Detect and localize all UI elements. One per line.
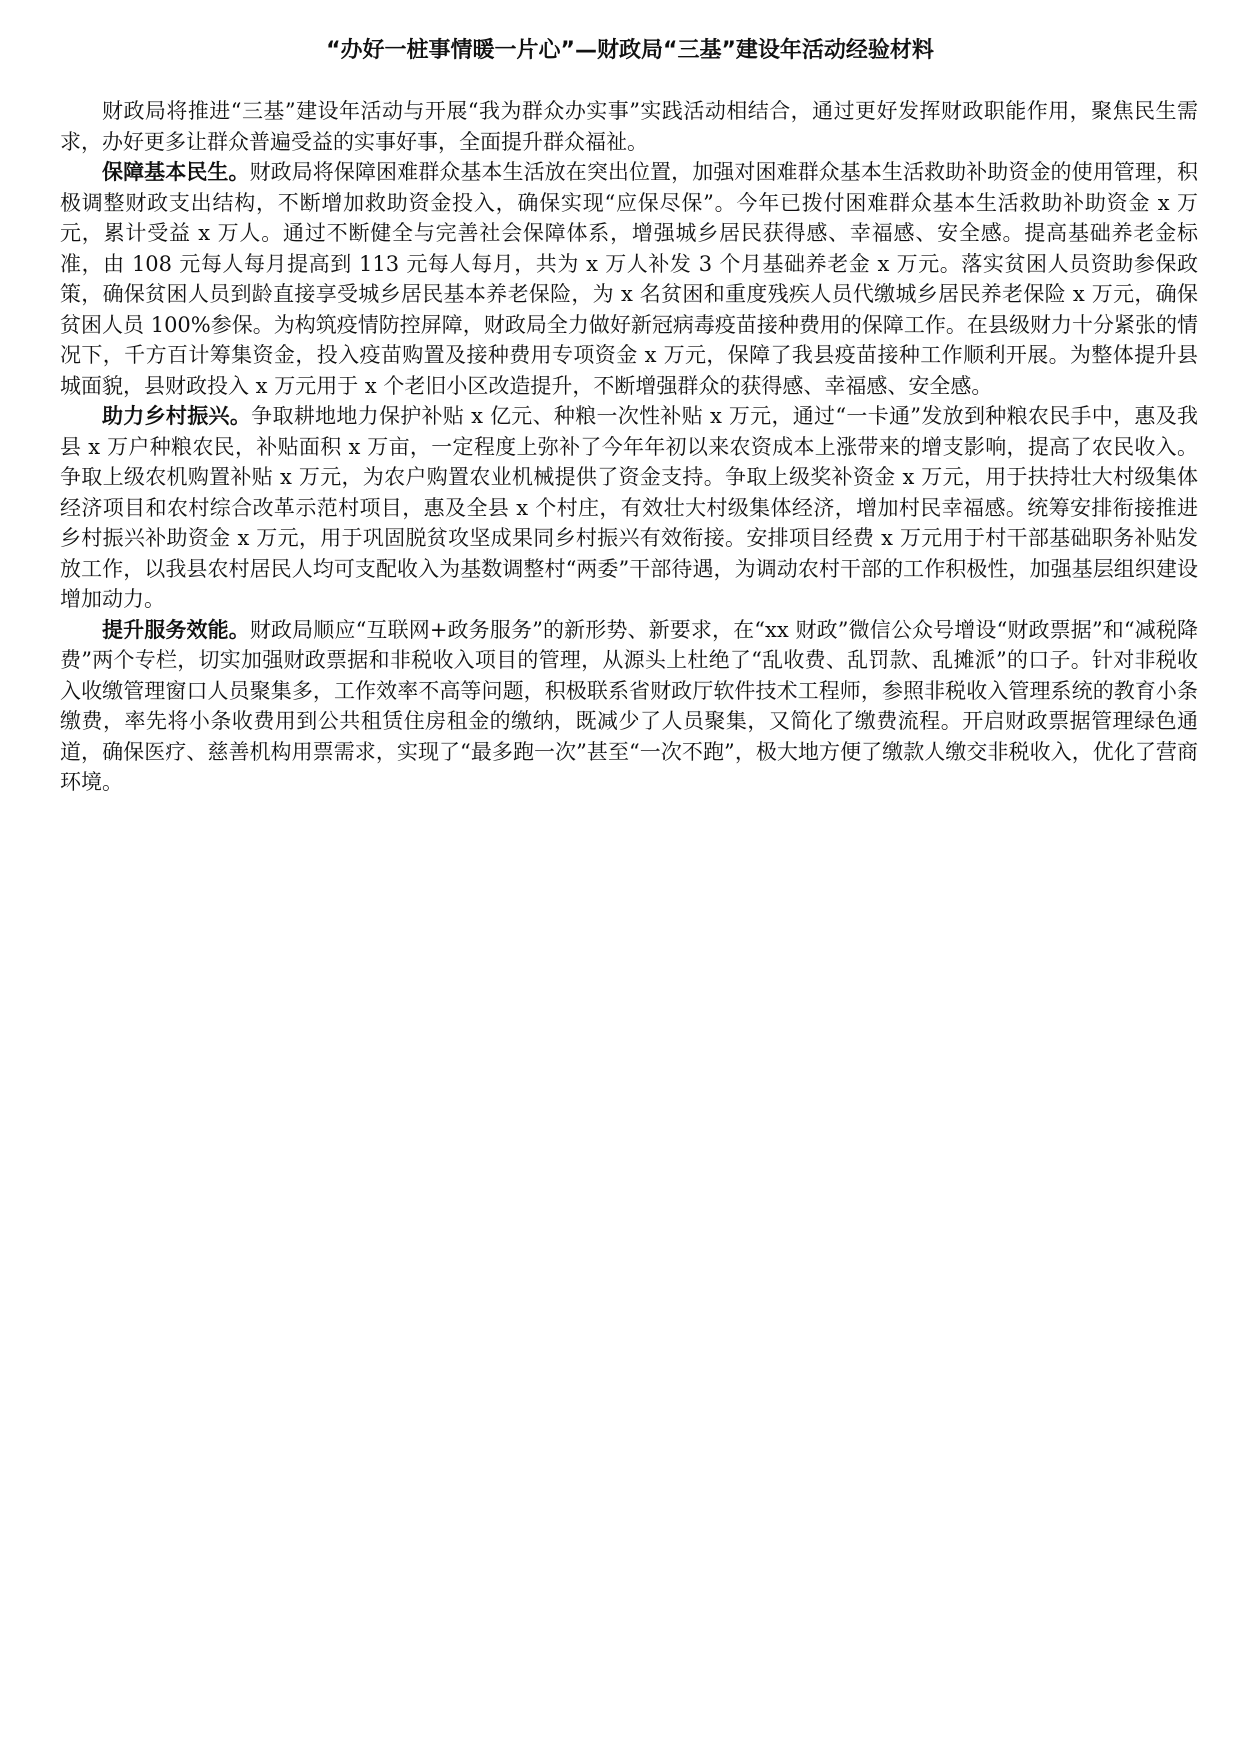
section-paragraph-basic-livelihood xyxy=(60,157,1198,401)
section-text-basic-livelihood: 财政局将保障困难群众基本生活放在突出位置，加强对困难群众基本生活救助补助资金的使用管理，积极调整财政支出结构，不断增加救助资金投入，确保实现“应保尽保”。今年已拨付困难群众基本生活救助补助资金 x 万元，累计受益 x 万人。通过不断健全与完善社会保障体系，增强城乡居民获得感、幸福感、安全感。提高基础养老金标准，由 108 元每人每月提高到 113 元每人每月，共为 x 万人补发 3 个月基础养老金 x 万元。落实贫困人员资助参保政策，确保贫困人员到龄直接享受城乡居民基本养老保险，为 x 名贫困和重度残疾人员代缴城乡居民养老保险 x 万元，确保贫困人员 100%参保。为构筑疫情防控屏障，财政局全力做好新冠病毒疫苗接种费用的保障工作。在县级财力十分紧张的情况下，千方百计筹集资金，投入疫苗购置及接种费用专项资金 x 万元，保障了我县疫苗接种工作顺利开展。为整体提升县城面貌，县财政投入 x 万元用于 x 个老旧小区改造提升，不断增强群众的获得感、幸福感、安全感。 xyxy=(60,160,1199,398)
section-heading-basic-livelihood: 保障基本民生。 xyxy=(102,160,250,184)
section-paragraph-service-efficiency xyxy=(60,615,1198,798)
document-body xyxy=(60,96,1198,798)
section-text-rural-revitalization: 争取耕地地力保护补贴 x 亿元、种粮一次性补贴 x 万元，通过“一卡通”发放到种粮农民手中，惠及我县 x 万户种粮农民，补贴面积 x 万亩，一定程度上弥补了今年年初以来农资成本上涨带来的增支影响，提高了农民收入。争取上级农机购置补贴 x 万元，为农户购置农业机械提供了资金支持。争取上级奖补资金 x 万元，用于扶持壮大村级集体经济项目和农村综合改革示范村项目，惠及全县 x 个村庄，有效壮大村级集体经济，增加村民幸福感。统筹安排衔接推进乡村振兴补助资金 x 万元，用于巩固脱贫攻坚成果同乡村振兴有效衔接。安排项目经费 x 万元用于村干部基础职务补贴发放工作，以我县农村居民人均可支配收入为基数调整村“两委”干部待遇，为调动农村干部的工作积极性，加强基层组织建设增加动力。 xyxy=(60,404,1199,611)
document-title: “办好一桩事情暖一片心”—财政局“三基”建设年活动经验材料 xyxy=(326,38,934,63)
section-heading-service-efficiency: 提升服务效能。 xyxy=(102,617,250,642)
section-text-service-efficiency: 财政局顺应“互联网+政务服务”的新形势、新要求，在“xx 财政”微信公众号增设“财政票据”和“减税降费”两个专栏，切实加强财政票据和非税收入项目的管理，从源头上杜绝了“乱收费、乱罚款、乱摊派”的口子。针对非税收入收缴管理窗口人员聚集多，工作效率不高等问题，积极联系省财政厅软件技术工程师，参照非税收入管理系统的教育小条缴费，率先将小条收费用到公共租赁住房租金的缴纳，既减少了人员聚集，又简化了缴费流程。开启财政票据管理绿色通道，确保医疗、慈善机构用票需求，实现了“最多跑一次”甚至“一次不跑”，极大地方便了缴款人缴交非税收入，优化了营商环境。 xyxy=(60,617,1199,794)
intro-paragraph: 财政局将推进“三基”建设年活动与开展“我为群众办实事”实践活动相结合，通过更好发挥财政职能作用，聚焦民生需求，办好更多让群众普遍受益的实事好事，全面提升群众福祉。 xyxy=(60,99,1198,154)
section-heading-rural-revitalization: 助力乡村振兴。 xyxy=(102,404,252,428)
section-paragraph-rural-revitalization xyxy=(60,401,1198,615)
